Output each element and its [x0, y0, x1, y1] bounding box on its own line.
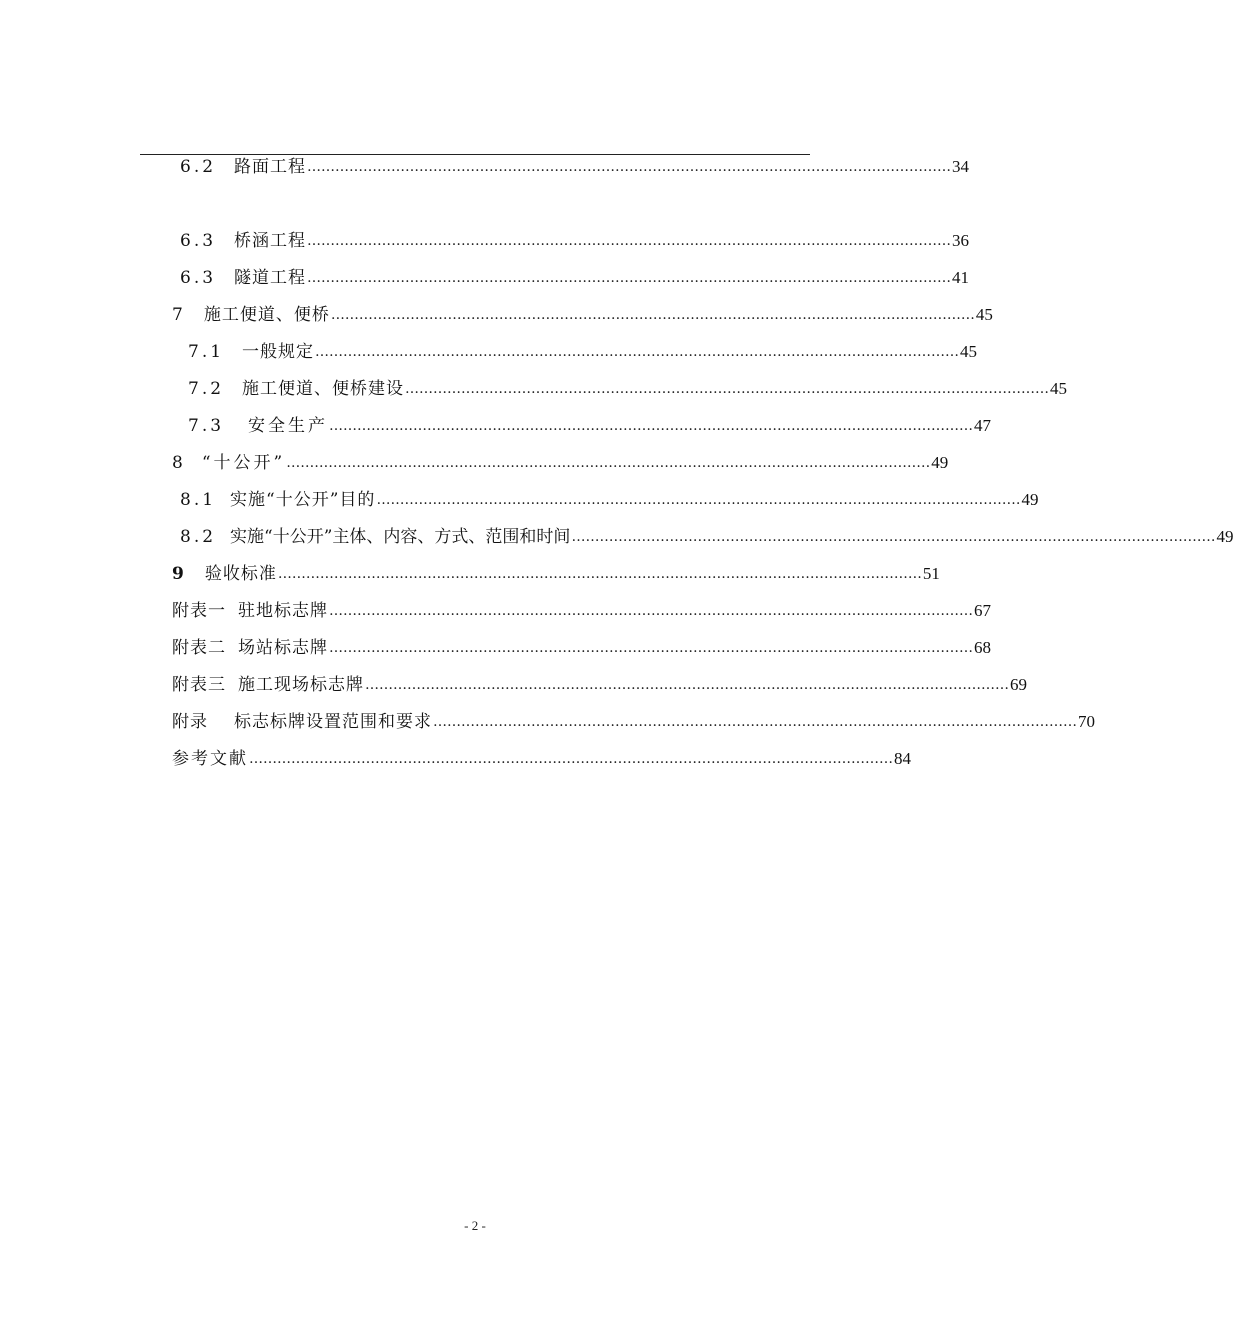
toc-entry-page: 51: [922, 564, 940, 583]
toc-entry-references[interactable]: [172, 746, 911, 772]
toc-entry-title: 桥涵工程: [234, 231, 307, 251]
toc-entry-page: 47: [974, 416, 992, 435]
toc-entry-number: 7: [172, 305, 186, 325]
toc-entry-page: 34: [952, 157, 970, 176]
toc-entry-number: 8.2: [180, 527, 217, 547]
toc-entry-number: 8.1: [180, 490, 217, 510]
toc-entry-number: 7.2: [188, 379, 225, 399]
toc-entry-6-2-road[interactable]: [180, 154, 970, 180]
toc-entry-number: 9: [172, 564, 187, 584]
page-number: - 2 -: [464, 1218, 486, 1233]
toc-entry-8[interactable]: [172, 450, 949, 476]
toc-leader-dots: …………………………………………………………………………………………………………………………: [365, 677, 1009, 693]
toc-entry-title: 路面工程: [234, 157, 307, 177]
toc-entry-8-1[interactable]: [180, 487, 1039, 513]
toc-leader-dots: …………………………………………………………………………………………………………………………: [329, 603, 973, 619]
toc-entry-title: 施工便道、便桥: [203, 305, 330, 325]
toc-leader-dots: …………………………………………………………………………………………………………………………: [315, 344, 960, 360]
toc-entry-number: 7.3: [188, 416, 225, 436]
toc-leader-dots: …………………………………………………………………………………………………………………………: [433, 714, 1077, 730]
toc-entry-title: 施工现场标志牌: [238, 675, 364, 695]
toc-entry-appendix[interactable]: [172, 709, 1095, 735]
toc-entry-page: 69: [1010, 675, 1027, 694]
toc-entry-number: 附表二: [172, 638, 226, 658]
toc-entry-page: 67: [974, 601, 991, 620]
toc-leader-dots: …………………………………………………………………………………………………………………………: [307, 233, 952, 249]
toc-leader-dots: …………………………………………………………………………………………………………………………: [249, 751, 893, 767]
toc-leader-dots: …………………………………………………………………………………………………………………………: [330, 307, 975, 323]
toc-entry-number: 8: [172, 453, 186, 473]
toc-entry-title: 安全生产: [248, 416, 329, 436]
toc-entry-7-1[interactable]: [188, 339, 978, 365]
toc-entry-page: 49: [931, 453, 949, 472]
toc-entry-title: 实施“十公开”主体、内容、方式、范围和时间: [230, 527, 571, 547]
toc-leader-dots: …………………………………………………………………………………………………………………………: [405, 381, 1050, 397]
toc-entry-page: 49: [1216, 527, 1233, 546]
toc-entry-page: 49: [1021, 490, 1039, 509]
toc-entry-page: 84: [894, 749, 911, 768]
toc-entry-title: 参考文献: [172, 749, 248, 769]
toc-entry-7[interactable]: [172, 302, 993, 328]
toc-entry-title: 场站标志牌: [238, 638, 328, 658]
toc-entry-title: 隧道工程: [234, 268, 307, 288]
toc-entry-7-2[interactable]: [188, 376, 1068, 402]
toc-entry-7-3[interactable]: [188, 413, 992, 439]
toc-leader-dots: …………………………………………………………………………………………………………………………: [376, 492, 1021, 508]
toc-entry-title: 标志标牌设置范围和要求: [234, 712, 432, 732]
toc-leader-dots: …………………………………………………………………………………………………………………………: [571, 529, 1216, 545]
toc-entry-6-3-tunnel[interactable]: [180, 265, 970, 291]
toc-entry-title: 施工便道、便桥建设: [242, 379, 405, 399]
toc-entry-page: 45: [1050, 379, 1068, 398]
toc-entry-number: 7.1: [188, 342, 225, 362]
toc-leader-dots: …………………………………………………………………………………………………………………………: [307, 159, 952, 175]
toc-entry-page: 36: [952, 231, 970, 250]
toc-entry-9[interactable]: [172, 561, 940, 587]
toc-entry-number: 6.3: [180, 268, 217, 288]
toc-leader-dots: …………………………………………………………………………………………………………………………: [329, 640, 973, 656]
toc-entry-page: 45: [960, 342, 978, 361]
toc-entry-title: 一般规定: [242, 342, 315, 362]
toc-entry-appendix-table-1[interactable]: [172, 598, 991, 624]
toc-entry-page: 68: [974, 638, 991, 657]
toc-entry-title: “十公开”: [201, 453, 286, 473]
toc-entry-title: 实施“十公开”目的: [230, 490, 376, 510]
toc-entry-page: 41: [952, 268, 970, 287]
toc-entry-page: 70: [1078, 712, 1095, 731]
toc-entry-title: 验收标准: [204, 564, 277, 584]
toc-entry-number: 附表一: [172, 601, 226, 621]
toc-leader-dots: …………………………………………………………………………………………………………………………: [286, 455, 931, 471]
toc-entry-6-3-bridge[interactable]: [180, 228, 970, 254]
toc-entry-8-2[interactable]: [180, 524, 1233, 550]
toc-entry-number: 附表三: [172, 675, 226, 695]
toc-entry-appendix-table-3[interactable]: [172, 672, 1027, 698]
toc-entry-appendix-table-2[interactable]: [172, 635, 991, 661]
toc-entry-number: 6.2: [180, 157, 217, 177]
toc-entry-number: 6.3: [180, 231, 217, 251]
toc-entry-page: 45: [975, 305, 993, 324]
toc-entry-number: 附录: [172, 712, 208, 732]
toc-leader-dots: …………………………………………………………………………………………………………………………: [329, 418, 974, 434]
toc-leader-dots: …………………………………………………………………………………………………………………………: [307, 270, 952, 286]
toc-leader-dots: …………………………………………………………………………………………………………………………: [277, 566, 922, 582]
toc-entry-title: 驻地标志牌: [238, 601, 328, 621]
